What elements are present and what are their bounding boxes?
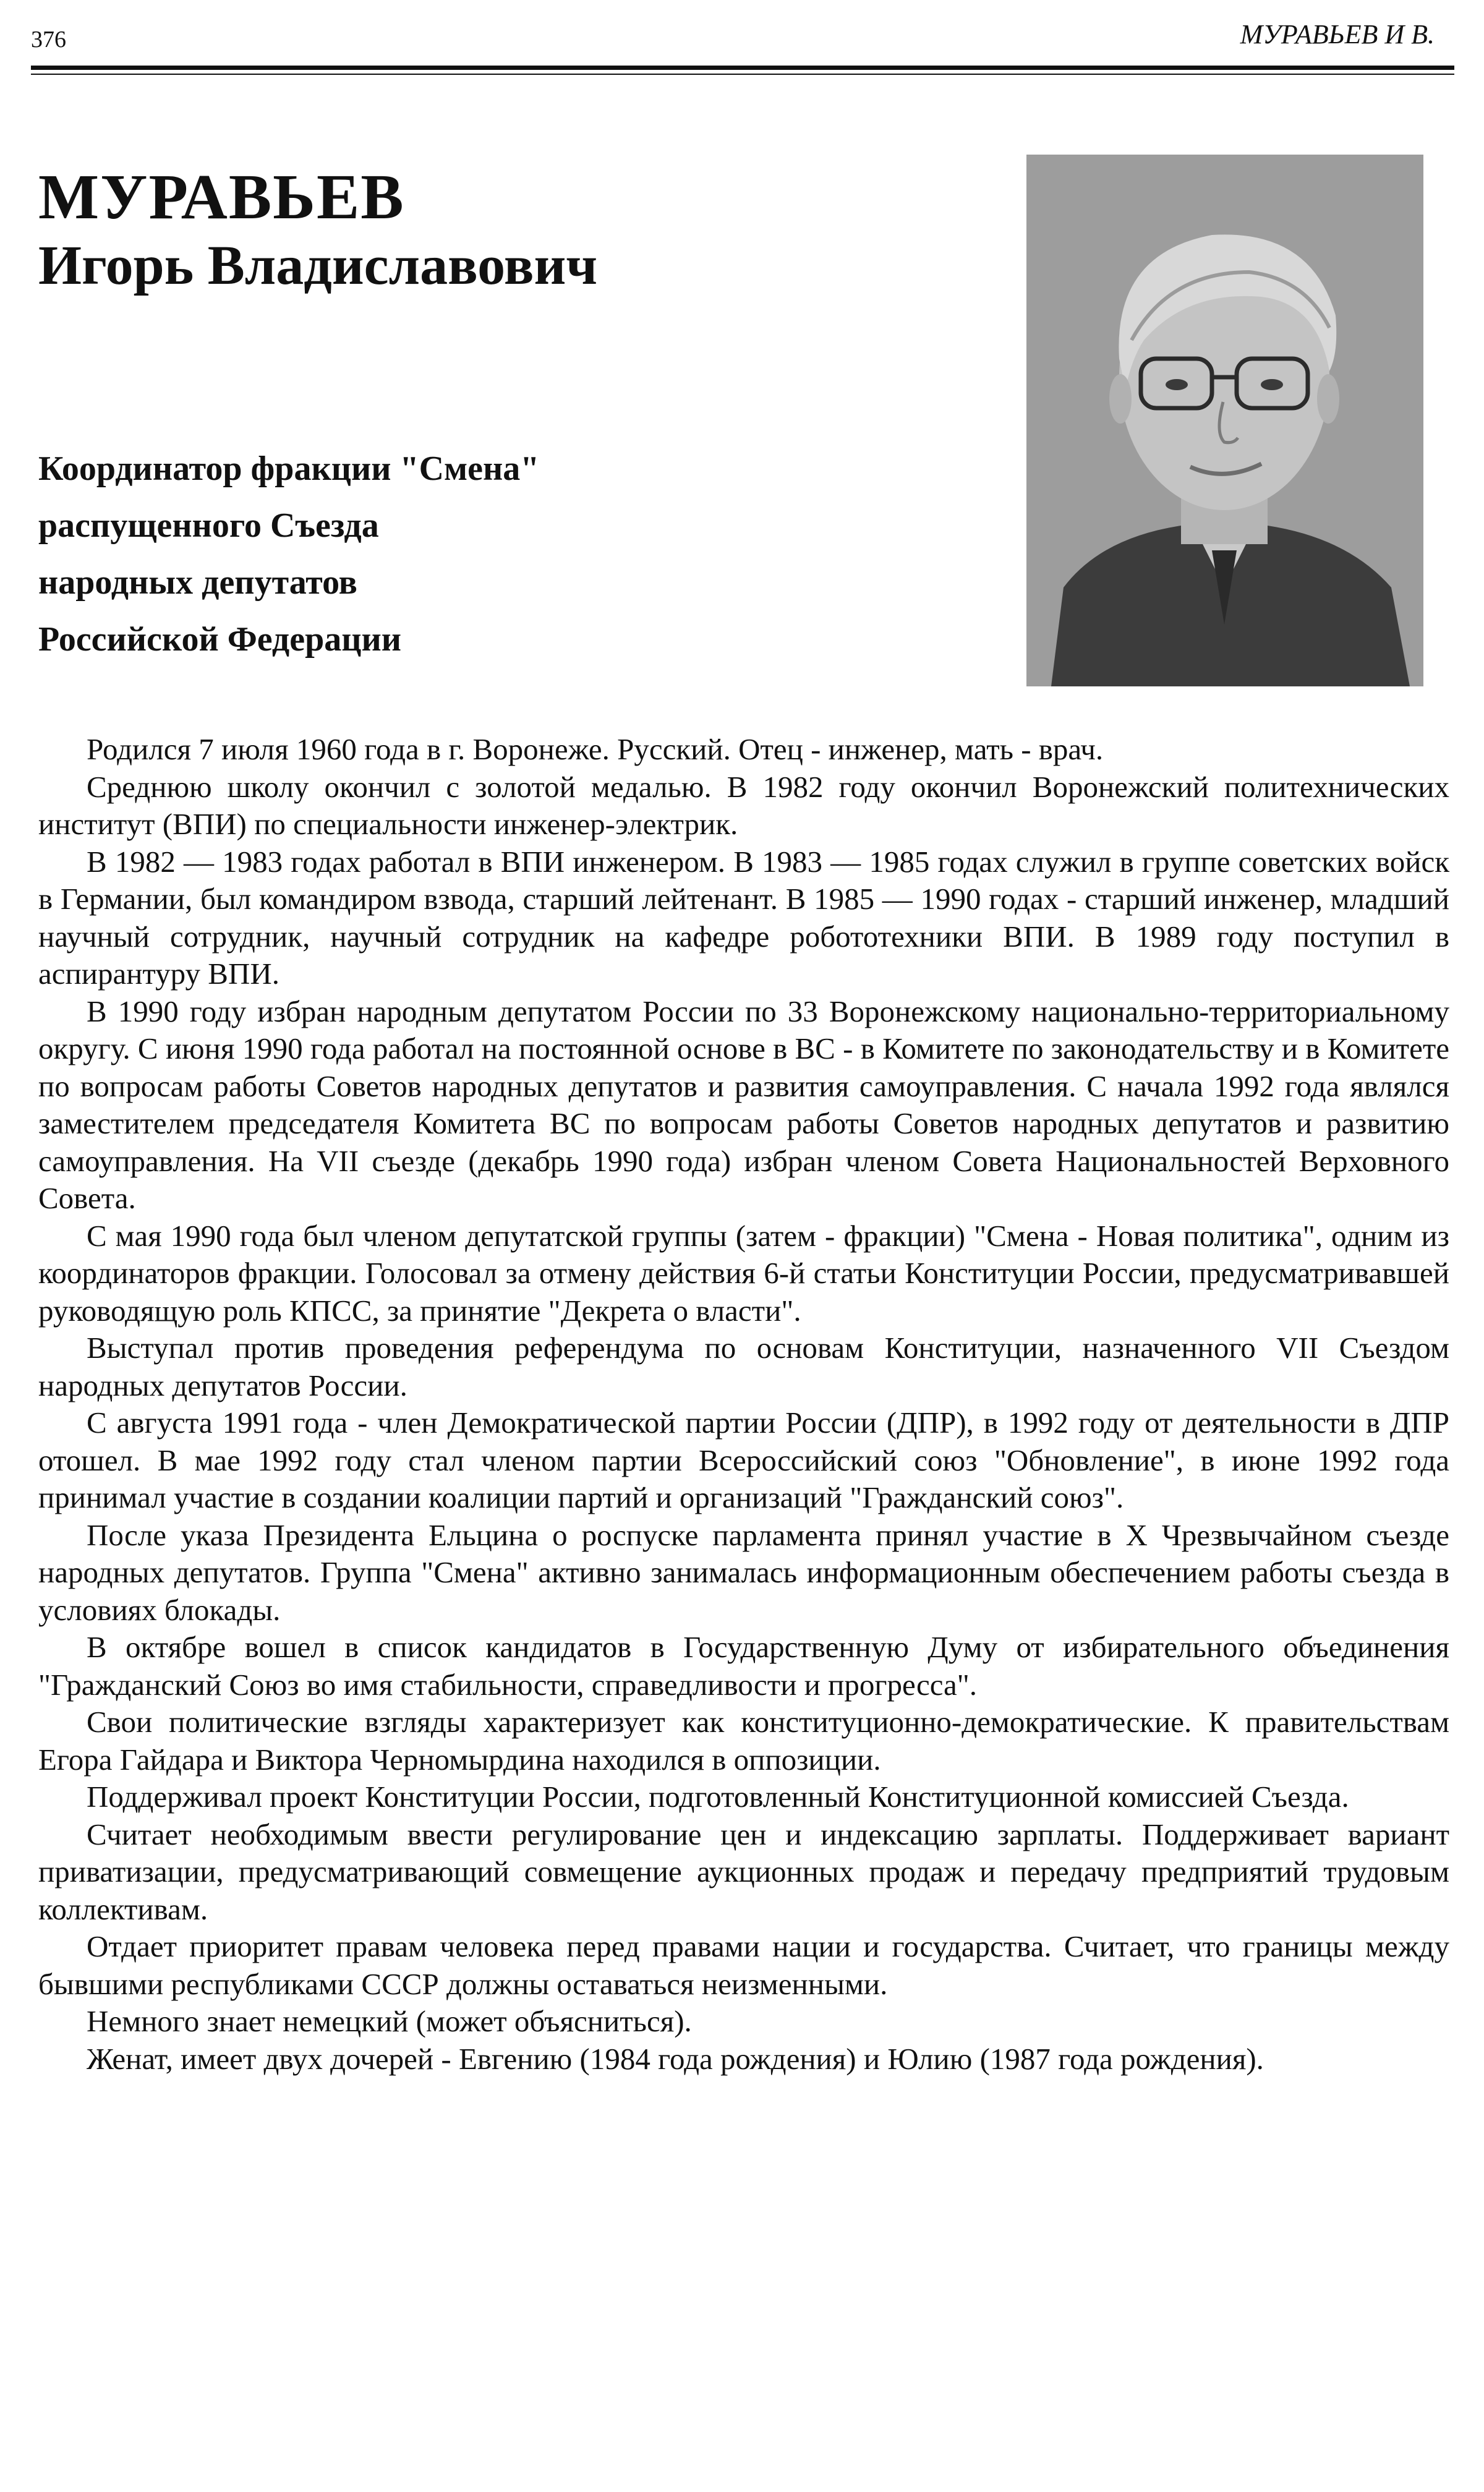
biography-paragraph: Считает необходимым ввести регулирование цен и индексацию зарплаты. Поддерживает вариант приватизации, предусматривающий совмещение аукционных продаж и передачу предприятий трудовым коллективам. xyxy=(38,1817,1449,1926)
biography-paragraph: Женат, имеет двух дочерей - Евгению (1984 года рождения) и Юлию (1987 года рождения). xyxy=(87,2041,1264,2076)
biography-paragraph: Немного знает немецкий (может объясниться). xyxy=(87,2004,692,2038)
biography-text xyxy=(38,731,1449,2078)
biography-paragraph: Свои политические взгляды характеризует как конституционно-демократические. К правительствам Егора Гайдара и Виктора Черномырдина находился в оппозиции. xyxy=(38,1705,1449,1777)
person-given-names: Игорь Владиславович xyxy=(38,235,598,296)
position-line: Российской Федерации xyxy=(38,620,402,659)
biography-paragraph: В октябре вошел в список кандидатов в Государственную Думу от избирательного объединения "Гражданский Союз во имя стабильности, справедливости и прогресса". xyxy=(38,1630,1449,1702)
biography-paragraph: В 1982 — 1983 годах работал в ВПИ инженером. В 1983 — 1985 годах служил в группе советских войск в Германии, был командиром взвода, старший лейтенант. В 1985 — 1990 годах - старший инженер, младший научный сотрудник, научный сотрудник на кафедре робототехники ВПИ. В 1989 году поступил в аспирантуру ВПИ. xyxy=(38,844,1449,991)
biography-paragraph: Среднюю школу окончил с золотой медалью. В 1982 году окончил Воронежский политехнических институт (ВПИ) по специальности инженер-электрик. xyxy=(38,769,1449,841)
position-line: распущенного Съезда xyxy=(38,506,379,545)
running-head: МУРАВЬЕВ И В. xyxy=(1240,19,1435,49)
biography-paragraph: С мая 1990 года был членом депутатской группы (затем - фракции) "Смена - Новая политика", одним из координаторов фракции. Голосовал за отмену действия 6-й статьи Конституции России, предусматривавшей руководящую роль КПСС, за принятие "Декрета о власти". xyxy=(38,1218,1449,1328)
person-surname: МУРАВЬЕВ xyxy=(38,161,405,233)
biography-paragraph: С августа 1991 года - член Демократической партии России (ДПР), в 1992 году от деятельности в ДПР отошел. В мае 1992 году стал членом партии Всероссийский союз "Обновление", в июне 1992 года принимал участие в создании коалиции партий и организаций "Гражданский союз". xyxy=(38,1406,1449,1514)
header-rule-thick xyxy=(31,66,1454,70)
position-title xyxy=(38,440,966,668)
biography-paragraph: В 1990 году избран народным депутатом России по 33 Воронежскому национально-территориальному округу. С июня 1990 года работал на постоянной основе в ВС - в Комитете по законодательству и в Комитете по вопросам работы Советов народных депутатов и развития самоуправления. С начала 1992 года являлся заместителем председателя Комитета ВС по вопросам работы Советов народных депутатов и развитию самоуправления. На VII съезде (декабрь 1990 года) избран членом Совета Национальностей Верховного Совета. xyxy=(38,994,1449,1215)
page-number: 376 xyxy=(31,27,66,53)
position-line: Координатор фракции "Смена" xyxy=(38,450,540,488)
header-rule-thin xyxy=(31,74,1454,75)
biography-paragraph: Выступал против проведения референдума по основам Конституции, назначенного VII Съездом народных депутатов России. xyxy=(38,1331,1449,1402)
biography-paragraph: После указа Президента Ельцина о роспуске парламента принял участие в X Чрезвычайном съезде народных депутатов. Группа "Смена" активно занималась информационным обеспечением работы съезда в условиях блокады. xyxy=(38,1517,1449,1627)
portrait-photo xyxy=(1026,155,1423,686)
biography-paragraph: Родился 7 июля 1960 года в г. Воронеже. Русский. Отец - инженер, мать - врач. xyxy=(87,732,1104,766)
position-line: народных депутатов xyxy=(38,563,357,602)
biography-paragraph: Отдает приоритет правам человека перед правами нации и государства. Считает, что границы между бывшими республиками СССР должны оставаться неизменными. xyxy=(38,1929,1449,2001)
biography-paragraph: Поддерживал проект Конституции России, подготовленный Конституционной комиссией Съезда. xyxy=(87,1780,1349,1814)
